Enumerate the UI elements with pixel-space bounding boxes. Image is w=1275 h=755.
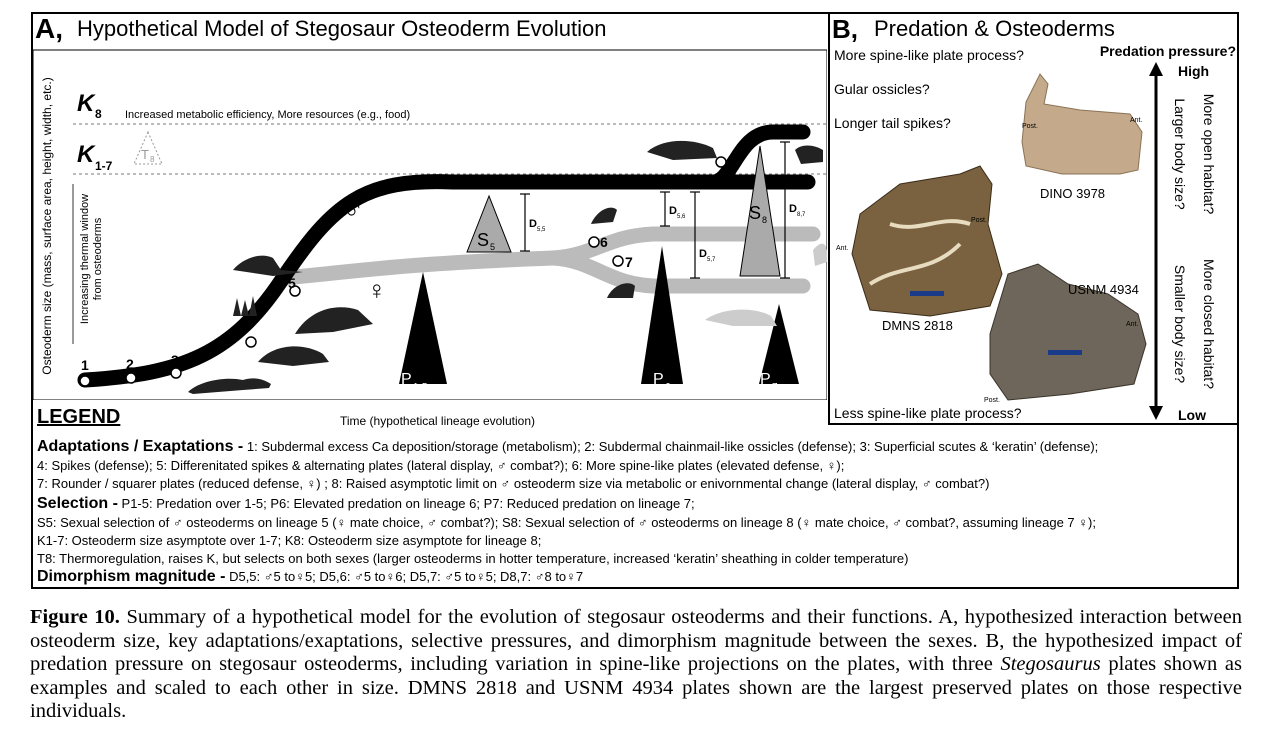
panel-b bbox=[828, 14, 1238, 425]
plate-silhouette-8 bbox=[795, 146, 823, 165]
smaller-body-label: Smaller body size? bbox=[1172, 264, 1188, 384]
s5-label: S bbox=[477, 230, 490, 250]
k17-sub: 1-7 bbox=[95, 159, 113, 173]
selection-line-3: K1-7: Osteoderm size asymptote over 1-7; K8: Osteoderm size asymptote for lineage 8; bbox=[37, 533, 542, 548]
open-habitat-label: More open habitat? bbox=[1201, 93, 1217, 215]
d56-label: D bbox=[669, 205, 677, 217]
t8-label: T bbox=[141, 147, 149, 162]
p6-label: P bbox=[653, 371, 664, 388]
dinosaur-silhouette-5 bbox=[295, 307, 373, 334]
thermal-label-2: from osteoderms bbox=[92, 217, 104, 301]
plate-silhouette-6 bbox=[591, 208, 617, 224]
predation-pressure-label: Predation pressure? bbox=[1099, 43, 1236, 59]
question-tail: Longer tail spikes? bbox=[834, 115, 951, 131]
node-6: 6 bbox=[600, 234, 608, 250]
node-4: 4 bbox=[237, 323, 245, 339]
figure-caption bbox=[30, 606, 1242, 724]
x-axis-label-text: Time (hypothetical lineage evolution) bbox=[340, 414, 535, 428]
dinosaur-silhouette-8 bbox=[647, 141, 717, 160]
legend-heading: LEGEND bbox=[37, 406, 121, 428]
dimorphism-title: Dimorphism magnitude - bbox=[37, 568, 226, 585]
question-less-spine: Less spine-like plate process? bbox=[834, 405, 1022, 421]
caption-text-1: Summary of a hypothetical model for the evolution of stegosaur osteoderms and their functions. A, hypothesized interaction between osteoderm size, key adaptations/exaptations, selective pressures, and dimorphism magnitude between the sexes. B, the hypothesized impact of predation pressure on stegosaur osteoderms, including variation in spine-like projections on the plates, with three bbox=[30, 606, 1242, 675]
node-5: 5 bbox=[288, 275, 296, 291]
d55-label: D bbox=[529, 218, 537, 230]
selection-line-4: T8: Thermoregulation, raises K, but selects on both sexes (larger osteoderms in hotter temperature, increased ‘keratin’ sheathing in colder temperature) bbox=[37, 551, 909, 566]
node-8: 8 bbox=[727, 153, 735, 169]
caption-text-2: plates shown as examples and scaled to each other in size. DMNS 2818 and USNM 4934 plates shown are the largest preserved plates on those respective individuals. bbox=[30, 653, 1243, 722]
dmns-2818-label: DMNS 2818 bbox=[882, 318, 953, 333]
dino-3978-plate bbox=[1022, 74, 1142, 174]
usnm-4934-label: USNM 4934 bbox=[1068, 282, 1139, 297]
p15-sub: 1-5 bbox=[413, 382, 428, 393]
larger-body-label: Larger body size? bbox=[1172, 98, 1188, 210]
d87-label: D bbox=[789, 203, 797, 215]
question-spine: More spine-like plate process? bbox=[834, 47, 1024, 63]
k8-sub: 8 bbox=[95, 107, 102, 121]
t8-sub: 8 bbox=[150, 155, 155, 164]
high-label: High bbox=[1178, 63, 1210, 79]
low-label: Low bbox=[1178, 407, 1206, 423]
dino-ant-label: Ant. bbox=[1130, 117, 1143, 124]
adaptations-line-3: 7: Rounder / squarer plates (reduced defense, ♀) ; 8: Raised asymptotic limit on ♂ osteoderm size via metabolic or enivornmental change (lateral display, ♂ combat?) bbox=[37, 476, 990, 491]
dinosaur-silhouette-4 bbox=[258, 346, 329, 366]
selection-line-1: P1-5: Predation over 1-5; P6: Elevated predation on lineage 6; P7: Reduced predation on lineage 7; bbox=[121, 496, 695, 511]
y-axis-label: Osteoderm size (mass, surface area, height, width, etc.) bbox=[40, 77, 54, 375]
panel-b-diagram bbox=[830, 14, 1240, 425]
k8-text: Increased metabolic efficiency, More resources (e.g., food) bbox=[125, 109, 411, 121]
legend bbox=[37, 408, 1237, 588]
dino-post-label: Post. bbox=[1022, 123, 1038, 130]
caption-italic: Stegosaurus bbox=[1000, 653, 1101, 675]
node-7: 7 bbox=[625, 254, 633, 270]
s8-label: S bbox=[749, 203, 762, 223]
dmns-ant-label: Ant. bbox=[836, 245, 849, 252]
s5-sub: 5 bbox=[490, 242, 496, 252]
dinosaur-silhouette-1 bbox=[188, 378, 271, 394]
p6-triangle bbox=[641, 246, 683, 384]
adaptations-line-1: 1: Subdermal excess Ca deposition/storage (metabolism); 2: Subdermal chainmail-like ossicles (defense); 3: Superficial scutes & ‘keratin’ (defense); bbox=[246, 439, 1099, 454]
p6-sub: 6 bbox=[665, 382, 671, 393]
adaptations-line-2: 4: Spikes (defense); 5: Differenitated spikes & alternating plates (lateral display, ♂ combat?); 6: More spine-like plates (elevated defense, ♀); bbox=[37, 458, 845, 473]
d87-sub: 8,7 bbox=[797, 212, 806, 218]
node-3: 3 bbox=[171, 352, 179, 368]
plate-silhouette-gray bbox=[813, 244, 827, 266]
d57-sub: 5,7 bbox=[707, 257, 716, 263]
p15-label: P bbox=[401, 371, 412, 388]
node-1: 1 bbox=[81, 357, 89, 373]
d55-sub: 5,5 bbox=[537, 227, 546, 233]
adaptations-title: Adaptations / Exaptations - bbox=[37, 438, 244, 455]
male-symbol: ♂ bbox=[343, 194, 364, 225]
plate-silhouette-7 bbox=[607, 283, 635, 298]
panel-b-title: Predation & Osteoderms bbox=[874, 16, 1115, 41]
usnm-post-label: Post. bbox=[984, 397, 1000, 404]
p15-triangle bbox=[399, 272, 447, 384]
panel-a-letter: A, bbox=[35, 14, 63, 44]
spike-silhouettes-4 bbox=[233, 296, 257, 316]
selection-line-2: S5: Sexual selection of ♂ osteoderms on lineage 5 (♀ mate choice, ♂ combat?); S8: Sexual selection of ♂ osteoderms on lineage 8 (♀ mate choice, ♂ combat?, assuming lineage 7 ♀); bbox=[37, 515, 1096, 530]
female-symbol: ♀ bbox=[367, 275, 387, 305]
k17-label: K bbox=[77, 141, 95, 168]
d57-label: D bbox=[699, 248, 707, 260]
selection-title: Selection - bbox=[37, 495, 118, 512]
s8-sub: 8 bbox=[762, 215, 768, 225]
panel-a bbox=[33, 14, 827, 400]
closed-habitat-label: More closed habitat? bbox=[1201, 259, 1217, 389]
question-gular: Gular ossicles? bbox=[834, 81, 930, 97]
panel-a-title: Hypothetical Model of Stegosaur Osteoderm Evolution bbox=[77, 16, 607, 41]
node-2: 2 bbox=[126, 356, 134, 372]
dmns-post-label: Post. bbox=[971, 217, 987, 224]
dino-3978-label: DINO 3978 bbox=[1040, 186, 1106, 201]
dinosaur-silhouette-7 bbox=[705, 310, 777, 326]
p7-sub: 7 bbox=[772, 382, 778, 393]
panel-a-diagram bbox=[33, 14, 827, 400]
k8-label: K bbox=[77, 90, 95, 117]
caption-label: Figure 10. bbox=[30, 606, 120, 628]
p7-label: P bbox=[760, 371, 771, 388]
thermal-label-1: Increasing thermal window bbox=[79, 193, 91, 325]
panel-b-letter: B, bbox=[832, 14, 858, 44]
d56-sub: 5,6 bbox=[677, 214, 686, 220]
dimorphism-line-1: D5,5: ♂5 to♀5; D5,6: ♂5 to♀6; D5,7: ♂5 to♀5; D8,7: ♂8 to♀7 bbox=[229, 569, 584, 584]
usnm-ant-label: Ant. bbox=[1126, 321, 1139, 328]
